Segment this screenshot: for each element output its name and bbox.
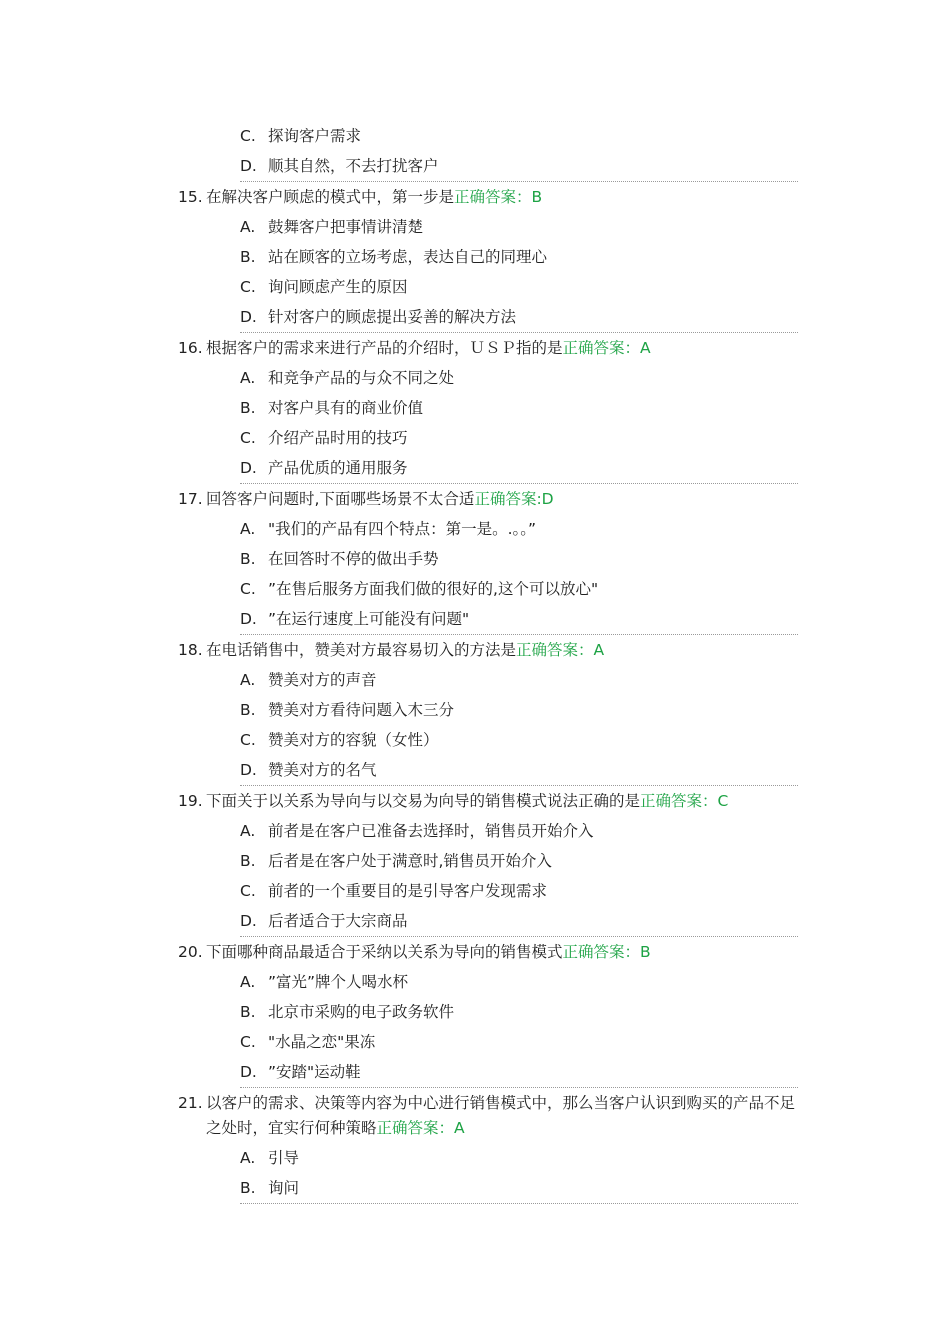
option-letter: C. <box>240 278 256 296</box>
correct-answer: 正确答案：A <box>376 1119 465 1137</box>
option-text: 后者适合于大宗商品 <box>268 912 408 930</box>
question-16 <box>178 333 798 363</box>
question-text: 以客户的需求、决策等内容为中心进行销售模式中，那么当客户认识到购买的产品不足之处时，宜实行何种策略 <box>206 1094 796 1137</box>
option-letter: B. <box>240 550 256 568</box>
option-letter: D. <box>240 1063 257 1081</box>
correct-answer: 正确答案：C <box>640 792 729 810</box>
option-d <box>178 604 798 634</box>
option-letter: C. <box>240 429 256 447</box>
question-text: 回答客户问题时,下面哪些场景不太合适 <box>206 490 475 508</box>
option-letter: B. <box>240 852 256 870</box>
correct-answer: 正确答案：B <box>562 943 651 961</box>
option-letter: D. <box>240 157 257 175</box>
question-number: 18. <box>178 641 203 659</box>
option-text: ”在售后服务方面我们做的很好的,这个可以放心" <box>268 580 599 598</box>
question-19 <box>178 786 798 816</box>
option-c <box>178 876 798 906</box>
option-letter: A. <box>240 218 256 236</box>
option-b <box>178 1173 798 1203</box>
option-text: 引导 <box>268 1149 300 1167</box>
dotted-divider <box>240 1203 798 1204</box>
option-text: 询问顾虑产生的原因 <box>268 278 408 296</box>
option-b <box>178 997 798 1027</box>
correct-answer: 正确答案：B <box>454 188 543 206</box>
option-a <box>178 363 798 393</box>
question-text: 根据客户的需求来进行产品的介绍时，ＵＳＰ指的是 <box>206 339 563 357</box>
question-text: 下面关于以关系为导向与以交易为向导的销售模式说法正确的是 <box>206 792 641 810</box>
option-d <box>178 1057 798 1087</box>
option-letter: D. <box>240 308 257 326</box>
option-letter: A. <box>240 369 256 387</box>
option-text: 对客户具有的商业价值 <box>268 399 424 417</box>
option-d <box>178 755 798 785</box>
question-number: 15. <box>178 188 203 206</box>
option-a <box>178 967 798 997</box>
option-a <box>178 665 798 695</box>
option-text: 赞美对方的声音 <box>268 671 377 689</box>
option-letter: D. <box>240 761 257 779</box>
option-c <box>178 272 798 302</box>
option-c <box>178 423 798 453</box>
option-letter: D. <box>240 912 257 930</box>
question-17 <box>178 484 798 514</box>
option-letter: C. <box>240 731 256 749</box>
option-a <box>178 212 798 242</box>
option-letter: D. <box>240 459 257 477</box>
option-text: ”安踏"运动鞋 <box>268 1063 361 1081</box>
option-d <box>178 453 798 483</box>
option-letter: B. <box>240 1003 256 1021</box>
option-letter: C. <box>240 1033 256 1051</box>
option-letter: A. <box>240 822 256 840</box>
option-text: 赞美对方的容貌（女性） <box>268 731 439 749</box>
option-c <box>178 121 798 151</box>
option-text: ”富光”牌个人喝水杯 <box>268 973 409 991</box>
question-18 <box>178 635 798 665</box>
option-b <box>178 393 798 423</box>
option-letter: A. <box>240 671 256 689</box>
option-a <box>178 1143 798 1173</box>
correct-answer: 正确答案：A <box>516 641 605 659</box>
option-letter: C. <box>240 127 256 145</box>
question-number: 16. <box>178 339 203 357</box>
question-number: 21. <box>178 1094 203 1112</box>
option-letter: B. <box>240 399 256 417</box>
option-text: ”在运行速度上可能没有问题" <box>268 610 470 628</box>
option-letter: B. <box>240 701 256 719</box>
option-letter: A. <box>240 973 256 991</box>
option-text: 在回答时不停的做出手势 <box>268 550 439 568</box>
option-text: 介绍产品时用的技巧 <box>268 429 408 447</box>
option-text: 和竞争产品的与众不同之处 <box>268 369 455 387</box>
option-text: 针对客户的顾虑提出妥善的解决方法 <box>268 308 517 326</box>
question-text: 在电话销售中，赞美对方最容易切入的方法是 <box>206 641 517 659</box>
option-text: 赞美对方看待问题入木三分 <box>268 701 455 719</box>
question-text: 下面哪种商品最适合于采纳以关系为导向的销售模式 <box>206 943 563 961</box>
question-number: 20. <box>178 943 203 961</box>
option-b <box>178 695 798 725</box>
option-text: 赞美对方的名气 <box>268 761 377 779</box>
question-text: 在解决客户顾虑的模式中，第一步是 <box>206 188 455 206</box>
option-letter: B. <box>240 248 256 266</box>
option-c <box>178 574 798 604</box>
option-text: 前者是在客户已准备去选择时，销售员开始介入 <box>268 822 594 840</box>
option-text: 鼓舞客户把事情讲清楚 <box>268 218 424 236</box>
option-letter: A. <box>240 1149 256 1167</box>
option-text: "水晶之恋"果冻 <box>268 1033 376 1051</box>
option-text: 顺其自然，不去打扰客户 <box>268 157 439 175</box>
option-text: 探询客户需求 <box>268 127 362 145</box>
option-text: 北京市采购的电子政务软件 <box>268 1003 455 1021</box>
option-d <box>178 151 798 181</box>
option-letter: A. <box>240 520 256 538</box>
option-b <box>178 846 798 876</box>
option-d <box>178 906 798 936</box>
option-text: "我们的产品有四个特点：第一是。.。。” <box>268 520 537 538</box>
option-letter: C. <box>240 882 256 900</box>
option-b <box>178 242 798 272</box>
option-text: 站在顾客的立场考虑，表达自己的同理心 <box>268 248 548 266</box>
correct-answer: 正确答案:D <box>474 490 554 508</box>
option-letter: D. <box>240 610 257 628</box>
option-a <box>178 816 798 846</box>
option-letter: B. <box>240 1179 256 1197</box>
question-20 <box>178 937 798 967</box>
option-letter: C. <box>240 580 256 598</box>
option-b <box>178 544 798 574</box>
option-c <box>178 1027 798 1057</box>
option-text: 后者是在客户处于满意时,销售员开始介入 <box>268 852 552 870</box>
question-15 <box>178 182 798 212</box>
question-21 <box>178 1088 798 1143</box>
quiz-content <box>178 121 798 1204</box>
option-d <box>178 302 798 332</box>
option-a <box>178 514 798 544</box>
question-number: 17. <box>178 490 203 508</box>
correct-answer: 正确答案：A <box>562 339 651 357</box>
option-text: 产品优质的通用服务 <box>268 459 408 477</box>
option-text: 询问 <box>268 1179 300 1197</box>
option-text: 前者的一个重要目的是引导客户发现需求 <box>268 882 548 900</box>
option-c <box>178 725 798 755</box>
question-number: 19. <box>178 792 203 810</box>
